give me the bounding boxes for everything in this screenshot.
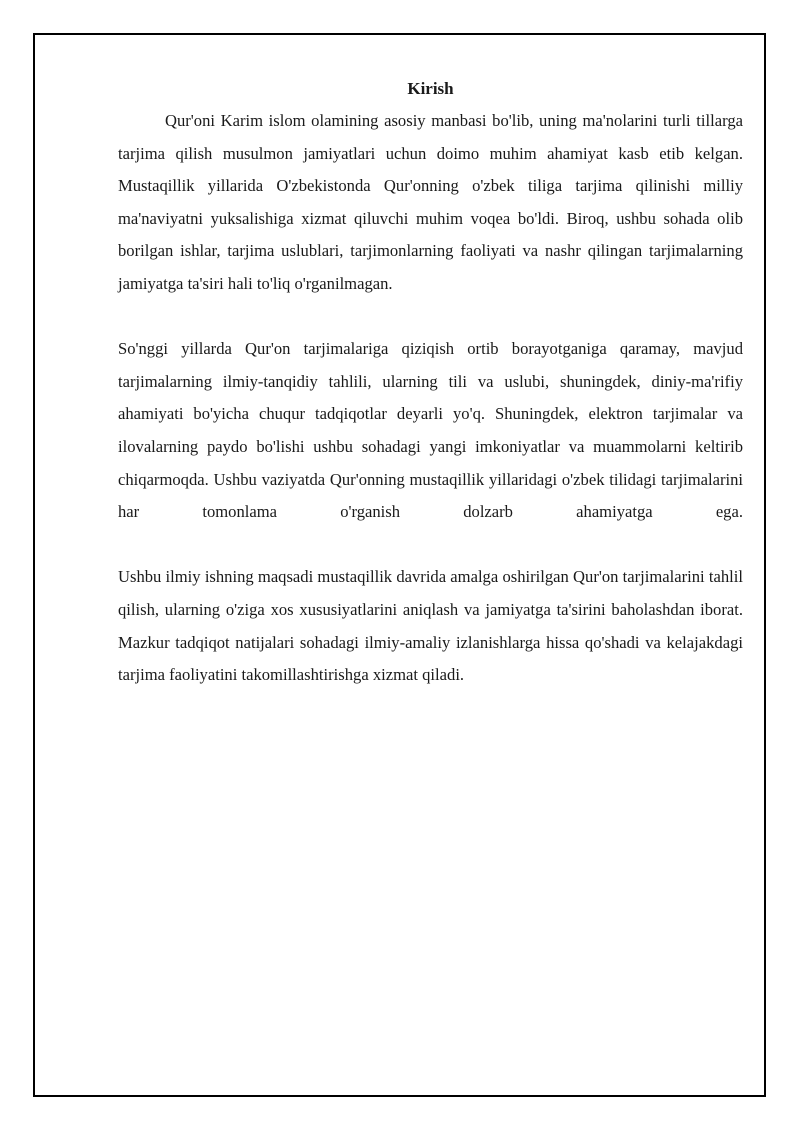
paragraph-spacer — [118, 301, 743, 334]
document-title: Kirish — [407, 79, 454, 98]
paragraph-spacer — [118, 529, 743, 562]
page-border — [33, 33, 766, 1097]
paragraph-relevance: So'nggi yillarda Qur'on tarjimalariga qiziqish ortib borayotganiga qaramay, mavjud tarjimalarning ilmiy-tanqidiy tahlili, ularning tili va uslubi, shuningdek, diniy-ma'rifiy ahamiyati bo'yicha chuqur tadqiqotlar deyarli yo'q. Shuningdek, elektron tarjimalar va ilovalarning paydo bo'lishi ushbu sohadagi yangi imkoniyatlar va muammolarni keltirib chiqarmoqda. Ushbu vaziyatda Qur'onning mustaqillik yillaridagi o'zbek tilidagi tarjimalarini har tomonlama o'rganish dolzarb ahamiyatga ega. — [118, 339, 743, 522]
document-body — [118, 75, 743, 692]
paragraph-objective: Ushbu ilmiy ishning maqsadi mustaqillik davrida amalga oshirilgan Qur'on tarjimalarini tahlil qilish, ularning o'ziga xos xususiyatlarini aniqlash va jamiyatga ta'sirini baholashdan iborat. Mazkur tadqiqot natijalari sohadagi ilmiy-amaliy izlanishlarga hissa qo'shadi va kelajakdagi tarjima faoliyatini takomillashtirishga xizmat qiladi. — [118, 567, 743, 685]
paragraph-introduction: Qur'oni Karim islom olamining asosiy manbasi bo'lib, uning ma'nolarini turli tillarga tarjima qilish musulmon jamiyatlari uchun doimo muhim ahamiyat kasb etib kelgan. Mustaqillik yillarida O'zbekistonda Qur'onning o'zbek tiliga tarjima qilinishi milliy ma'naviyatni yuksalishiga xizmat qiluvchi muhim voqea bo'ldi. Biroq, ushbu sohada olib borilgan ishlar, tarjima uslublari, tarjimonlarning faoliyati va nashr qilingan tarjimalarning jamiyatga ta'siri hali to'liq o'rganilmagan. — [118, 111, 743, 293]
